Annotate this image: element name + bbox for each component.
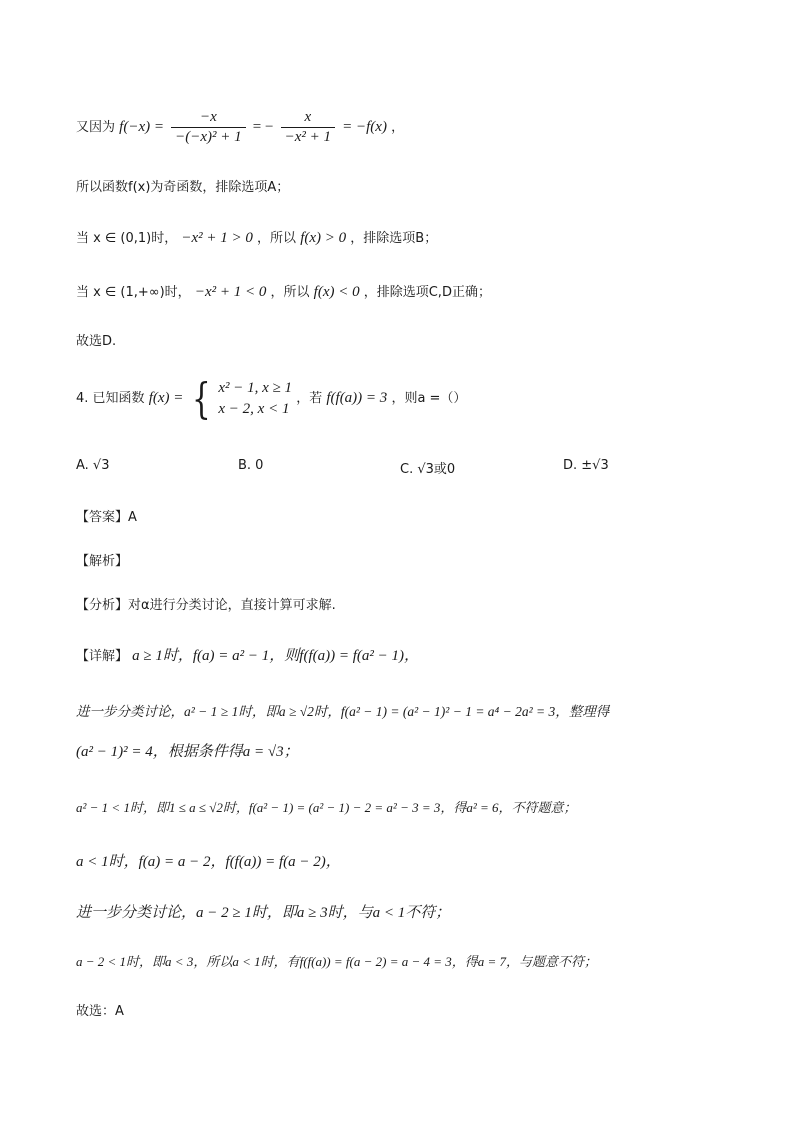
- line-odd-conclusion: 所以函数f(x)为奇函数，排除选项A；: [76, 180, 290, 195]
- math-ineq: −x² + 1 > 0: [181, 230, 253, 246]
- text-suffix: ，: [391, 120, 405, 135]
- answer: 【答案】A: [76, 510, 137, 525]
- math-fx: f(x) =: [148, 390, 184, 406]
- math-fx: f(x) < 0: [313, 284, 360, 300]
- fraction-two-denominator: −x² + 1: [284, 129, 331, 145]
- math-rhs: = −f(x): [342, 119, 387, 135]
- text-when: 当 x ∈ (1,+∞)时，: [76, 285, 191, 300]
- line-interval-1-inf: [76, 282, 491, 303]
- case-one: x² − 1, x ≥ 1: [218, 379, 293, 396]
- analysis-heading: 【解析】: [76, 554, 129, 569]
- question-4-prefix: 4. 已知函数: [76, 391, 145, 406]
- analysis-detail: [76, 646, 419, 667]
- piecewise-cases: [218, 378, 292, 420]
- detail-label: 【详解】: [76, 649, 129, 664]
- math-lhs: f(−x) =: [119, 119, 164, 135]
- step-6: a − 2 < 1时，即a < 3，所以a < 1时，有f(f(a)) = f(a − 2) = a − 4 = 3，得a = 7，与题意不符；: [76, 954, 598, 969]
- case-two: x − 2, x < 1: [218, 400, 290, 417]
- text-exclude: ，排除选项C,D正确；: [363, 285, 491, 300]
- option-a: A. √3: [76, 458, 110, 473]
- text-if: ，若: [296, 391, 323, 406]
- step-4: a < 1时，f(a) = a − 2，f(f(a)) = f(a − 2)，: [76, 854, 341, 870]
- option-d: D. ±√3: [563, 458, 609, 473]
- fraction-one: [171, 109, 246, 146]
- option-b: B. 0: [238, 458, 264, 473]
- step-2: (a² − 1)² = 4，根据条件得a = √3；: [76, 744, 299, 760]
- text-when: 当 x ∈ (0,1)时，: [76, 231, 178, 246]
- final-choice: 故选：A: [76, 1004, 124, 1019]
- step-1: 进一步分类讨论，a² − 1 ≥ 1时，即a ≥ √2时，f(a² − 1) = (a² − 1)² − 1 = a⁴ − 2a² = 3，整理得: [76, 704, 610, 719]
- line-interval-0-1: [76, 228, 437, 249]
- fraction-two: [281, 109, 335, 146]
- detail-text: a ≥ 1时，f(a) = a² − 1，则f(f(a)) = f(a² − 1)，: [132, 648, 420, 664]
- step-5: 进一步分类讨论，a − 2 ≥ 1时，即a ≥ 3时，与a < 1不符；: [76, 905, 451, 921]
- fraction-one-numerator: −x: [171, 109, 246, 128]
- line-odd-function-derivation: [76, 104, 404, 151]
- brace-symbol: {: [191, 373, 211, 423]
- math-fx: f(x) > 0: [300, 230, 347, 246]
- text-then: ，则a =（）: [391, 391, 467, 406]
- question-4: [76, 375, 466, 422]
- text-prefix: 又因为: [76, 120, 116, 135]
- text-exclude: ，排除选项B；: [350, 231, 438, 246]
- math-condition: f(f(a)) = 3: [326, 390, 388, 406]
- math-equals-minus: = −: [252, 119, 274, 135]
- line-choose-d: 故选D.: [76, 334, 117, 349]
- option-c: C. √3或0: [400, 462, 456, 477]
- analysis-fenxi: 【分析】对α进行分类讨论，直接计算可求解.: [76, 598, 336, 613]
- fraction-two-numerator: x: [281, 109, 335, 128]
- text-so: ，所以: [257, 231, 297, 246]
- fraction-one-denominator: −(−x)² + 1: [175, 129, 242, 145]
- step-3: a² − 1 < 1时，即1 ≤ a ≤ √2时，f(a² − 1) = (a² − 1) − 2 = a² − 3 = 3，得a² = 6，不符题意；: [76, 800, 577, 815]
- math-ineq: −x² + 1 < 0: [194, 284, 267, 300]
- text-so: ，所以: [270, 285, 310, 300]
